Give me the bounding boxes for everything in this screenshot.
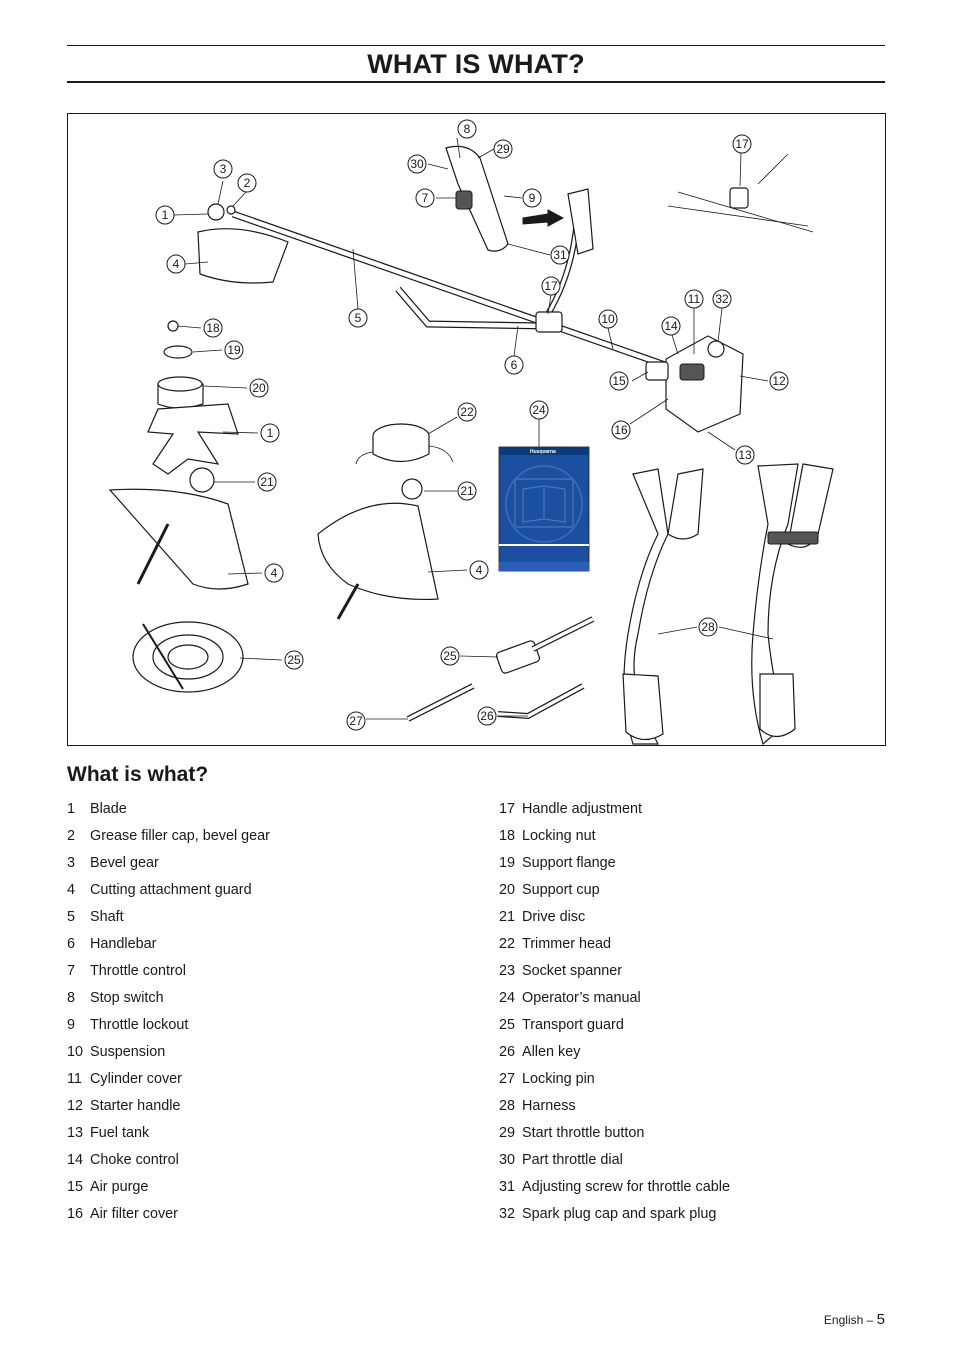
list-item — [499, 1147, 885, 1174]
item-number: 14 — [67, 1152, 84, 1168]
svg-text:32: 32 — [715, 292, 729, 306]
footer-separator: – — [866, 1313, 874, 1327]
callout-17a — [733, 135, 751, 153]
item-label: Trimmer head — [522, 936, 612, 952]
item-number: 3 — [67, 855, 76, 871]
callout-25a — [285, 651, 303, 669]
callout-13 — [736, 446, 754, 464]
svg-text:14: 14 — [664, 319, 678, 333]
svg-text:10: 10 — [601, 312, 615, 326]
item-number: 8 — [67, 990, 76, 1006]
item-label: Grease filler cap, bevel gear — [90, 828, 270, 844]
svg-text:7: 7 — [421, 191, 429, 205]
callout-21b — [458, 482, 476, 500]
svg-text:15: 15 — [612, 374, 626, 388]
list-item — [499, 931, 885, 958]
list-item — [67, 1120, 477, 1147]
list-item — [67, 1012, 477, 1039]
list-item — [67, 1174, 477, 1201]
svg-text:19: 19 — [227, 343, 241, 357]
item-number: 9 — [67, 1017, 76, 1033]
callout-4a — [167, 255, 185, 273]
svg-text:4: 4 — [172, 257, 180, 271]
list-item — [67, 1093, 477, 1120]
svg-text:4: 4 — [270, 566, 278, 580]
svg-text:20: 20 — [252, 381, 266, 395]
item-label: Cylinder cover — [90, 1071, 182, 1087]
callout-30 — [408, 155, 426, 173]
callout-29 — [494, 140, 512, 158]
item-label: Throttle control — [90, 963, 186, 979]
header-rule-bottom — [67, 81, 885, 83]
svg-text:31: 31 — [553, 248, 567, 262]
allen-key-part — [498, 686, 583, 716]
trimmer-guard-part — [318, 479, 438, 619]
svg-text:6: 6 — [510, 358, 518, 372]
svg-text:17: 17 — [735, 137, 749, 151]
section-heading: What is what? — [67, 763, 209, 786]
item-label: Handlebar — [90, 936, 157, 952]
callout-20 — [250, 379, 268, 397]
callout-7 — [416, 189, 434, 207]
list-item — [67, 904, 477, 931]
list-item — [67, 985, 477, 1012]
svg-text:18: 18 — [206, 321, 220, 335]
svg-text:25: 25 — [287, 653, 301, 667]
list-item — [499, 877, 885, 904]
list-item — [499, 985, 885, 1012]
socket-spanner-part — [495, 619, 593, 674]
item-label: Transport guard — [522, 1017, 624, 1033]
parts-list-right — [499, 796, 885, 1228]
svg-text:22: 22 — [460, 405, 474, 419]
callout-31 — [551, 246, 569, 264]
svg-text:25: 25 — [443, 649, 457, 663]
item-number: 24 — [499, 990, 516, 1006]
item-number: 4 — [67, 882, 76, 898]
transport-guard-part — [133, 622, 243, 692]
list-item — [499, 1093, 885, 1120]
callout-2 — [238, 174, 256, 192]
item-label: Adjusting screw for throttle cable — [522, 1179, 730, 1195]
callout-25b — [441, 647, 459, 665]
callout-12 — [770, 372, 788, 390]
list-item — [499, 958, 885, 985]
item-number: 2 — [67, 828, 76, 844]
item-number: 20 — [499, 882, 516, 898]
item-number: 10 — [67, 1044, 84, 1060]
item-label: Operator’s manual — [522, 990, 641, 1006]
item-label: Support cup — [522, 882, 600, 898]
svg-text:26: 26 — [480, 709, 494, 723]
item-number: 32 — [499, 1206, 516, 1222]
list-item — [67, 796, 477, 823]
item-number: 26 — [499, 1044, 516, 1060]
trimmer-head-part — [356, 424, 453, 464]
item-label: Handle adjustment — [522, 801, 642, 817]
svg-text:30: 30 — [410, 157, 424, 171]
svg-text:13: 13 — [738, 448, 752, 462]
item-label: Stop switch — [90, 990, 164, 1006]
parts-diagram — [67, 113, 886, 746]
item-number: 12 — [67, 1098, 84, 1114]
item-label: Spark plug cap and spark plug — [522, 1206, 717, 1222]
footer-language: English — [823, 1313, 864, 1327]
list-item — [499, 850, 885, 877]
item-number: 29 — [499, 1125, 516, 1141]
callout-21a — [258, 473, 276, 491]
item-label: Suspension — [90, 1044, 166, 1060]
callout-32 — [713, 290, 731, 308]
item-label: Throttle lockout — [90, 1017, 189, 1033]
item-label: Part throttle dial — [522, 1152, 623, 1168]
item-number: 5 — [67, 909, 76, 925]
item-number: 25 — [499, 1017, 516, 1033]
item-number: 31 — [499, 1179, 516, 1195]
item-number: 16 — [67, 1206, 84, 1222]
list-item — [67, 850, 477, 877]
item-label: Cutting attachment guard — [90, 882, 252, 898]
item-number: 6 — [67, 936, 76, 952]
trimmer-assembly — [198, 189, 743, 432]
item-label: Drive disc — [522, 909, 586, 925]
callout-16 — [612, 421, 630, 439]
list-item — [67, 1066, 477, 1093]
item-number: 11 — [67, 1071, 82, 1087]
callout-11 — [685, 290, 703, 308]
svg-text:28: 28 — [701, 620, 715, 634]
item-number: 27 — [499, 1071, 516, 1087]
item-label: Starter handle — [90, 1098, 181, 1114]
item-label: Locking pin — [522, 1071, 595, 1087]
svg-text:4: 4 — [475, 563, 483, 577]
item-number: 28 — [499, 1098, 516, 1114]
list-item — [499, 1120, 885, 1147]
item-label: Fuel tank — [90, 1125, 150, 1141]
list-item — [67, 1147, 477, 1174]
svg-text:1: 1 — [266, 426, 274, 440]
svg-text:8: 8 — [463, 122, 471, 136]
list-item — [499, 1012, 885, 1039]
svg-text:16: 16 — [614, 423, 628, 437]
callout-24 — [530, 401, 548, 419]
callout-18 — [204, 319, 222, 337]
parts-list-left — [67, 796, 477, 1228]
item-label: Blade — [90, 801, 127, 817]
callout-3 — [214, 160, 232, 178]
callout-28 — [699, 618, 717, 636]
item-number: 15 — [67, 1179, 84, 1195]
list-item — [499, 904, 885, 931]
item-number: 19 — [499, 855, 516, 871]
callout-17b — [542, 277, 560, 295]
item-number: 23 — [499, 963, 516, 979]
item-number: 18 — [499, 828, 516, 844]
callout-26 — [478, 707, 496, 725]
callout-9 — [523, 189, 541, 207]
callout-22 — [458, 403, 476, 421]
list-item — [499, 796, 885, 823]
item-number: 17 — [499, 801, 516, 817]
item-number: 1 — [67, 801, 76, 817]
item-label: Allen key — [522, 1044, 581, 1060]
svg-text:1: 1 — [161, 208, 169, 222]
callout-1b — [261, 424, 279, 442]
harness-part — [623, 464, 833, 744]
callout-19 — [225, 341, 243, 359]
svg-text:21: 21 — [460, 484, 474, 498]
page-footer — [824, 1311, 885, 1329]
list-item — [67, 823, 477, 850]
callout-27 — [347, 712, 365, 730]
svg-text:27: 27 — [349, 714, 363, 728]
list-item — [499, 1201, 885, 1228]
svg-text:9: 9 — [528, 191, 536, 205]
page-title: WHAT IS WHAT? — [367, 49, 585, 79]
item-number: 21 — [499, 909, 516, 925]
callout-15 — [610, 372, 628, 390]
list-item — [67, 877, 477, 904]
item-label: Air filter cover — [90, 1206, 178, 1222]
list-item — [67, 958, 477, 985]
svg-text:17: 17 — [544, 279, 558, 293]
item-label: Shaft — [90, 909, 124, 925]
list-item — [499, 1174, 885, 1201]
item-label: Support flange — [522, 855, 616, 871]
callout-6 — [505, 356, 523, 374]
operators-manual-part — [499, 447, 589, 571]
item-label: Harness — [522, 1098, 576, 1114]
svg-text:3: 3 — [219, 162, 227, 176]
callout-4b — [265, 564, 283, 582]
svg-text:12: 12 — [772, 374, 786, 388]
item-number: 13 — [67, 1125, 84, 1141]
manual-brand-text: Husqvarna — [530, 449, 556, 455]
svg-text:24: 24 — [532, 403, 546, 417]
item-number: 7 — [67, 963, 76, 979]
svg-text:5: 5 — [354, 311, 362, 325]
list-item — [499, 1039, 885, 1066]
list-item — [67, 931, 477, 958]
callout-5 — [349, 309, 367, 327]
svg-text:2: 2 — [243, 176, 251, 190]
item-label: Start throttle button — [522, 1125, 645, 1141]
list-item — [499, 823, 885, 850]
item-label: Bevel gear — [90, 855, 159, 871]
item-label: Locking nut — [522, 828, 596, 844]
item-label: Air purge — [90, 1179, 149, 1195]
item-number: 30 — [499, 1152, 516, 1168]
callout-1a — [156, 206, 174, 224]
callout-8 — [458, 120, 476, 138]
callout-4c — [470, 561, 488, 579]
list-item — [67, 1039, 477, 1066]
callout-14 — [662, 317, 680, 335]
svg-text:29: 29 — [496, 142, 510, 156]
svg-text:11: 11 — [687, 292, 701, 306]
throttle-handle-detail — [446, 146, 563, 251]
list-item — [67, 1201, 477, 1228]
item-label: Socket spanner — [522, 963, 622, 979]
page-number: 5 — [876, 1311, 885, 1328]
item-label: Choke control — [90, 1152, 179, 1168]
list-item — [499, 1066, 885, 1093]
blade-parts — [110, 321, 248, 589]
callout-10 — [599, 310, 617, 328]
item-number: 22 — [499, 936, 516, 952]
svg-text:21: 21 — [260, 475, 274, 489]
